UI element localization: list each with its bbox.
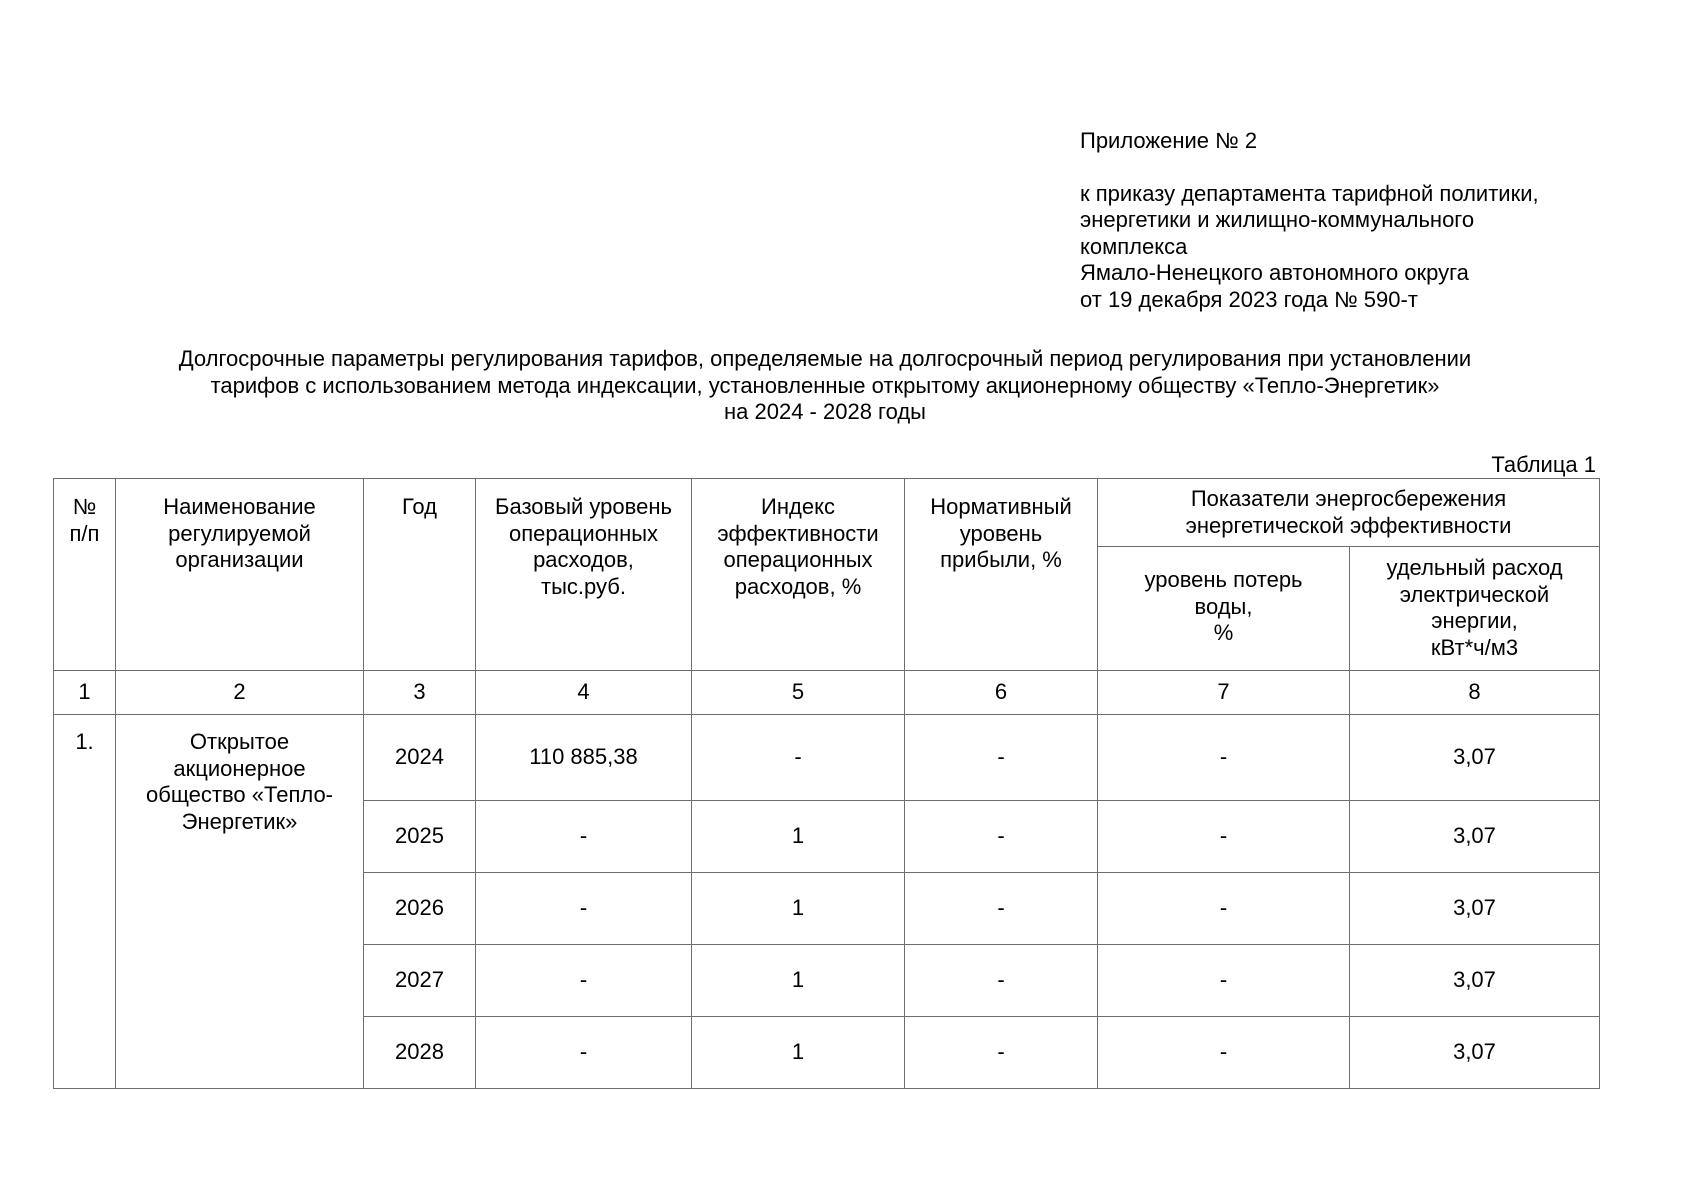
column-number: 7 [1098, 671, 1350, 715]
parameters-table [53, 478, 1600, 1089]
cell-base-opex: - [476, 801, 692, 873]
header-electricity-consumption: удельный расход электрической энергии, кВт*ч/м3 [1350, 547, 1600, 671]
column-number: 3 [364, 671, 476, 715]
cell-year: 2026 [364, 873, 476, 945]
cell-efficiency-index: - [692, 715, 905, 801]
cell-base-opex: - [476, 873, 692, 945]
appendix-line: комплекса [1080, 233, 1188, 259]
cell-efficiency-index: 1 [692, 873, 905, 945]
column-number-row [54, 671, 1600, 715]
document-title-line: Долгосрочные параметры регулирования тарифов, определяемые на долгосрочный период регулирования при установлении [178, 346, 1472, 371]
header-year: Год [364, 479, 476, 671]
table-row [54, 715, 1600, 801]
column-number: 2 [116, 671, 364, 715]
cell-electricity: 3,07 [1350, 715, 1600, 801]
cell-efficiency-index: 1 [692, 1017, 905, 1089]
cell-year: 2028 [364, 1017, 476, 1089]
cell-base-opex: - [476, 945, 692, 1017]
cell-profit-level: - [905, 801, 1098, 873]
column-number: 4 [476, 671, 692, 715]
cell-electricity: 3,07 [1350, 1017, 1600, 1089]
appendix-line: Ямало-Ненецкого автономного округа [1080, 260, 1469, 285]
cell-year: 2024 [364, 715, 476, 801]
header-profit-level: Нормативный уровень прибыли, % [905, 479, 1098, 671]
cell-profit-level: - [905, 715, 1098, 801]
appendix-line: к приказу департамента тарифной политики, [1080, 180, 1539, 206]
header-water-loss: уровень потерь воды, % [1098, 547, 1350, 671]
cell-efficiency-index: 1 [692, 945, 905, 1017]
cell-electricity: 3,07 [1350, 873, 1600, 945]
cell-base-opex: - [476, 1017, 692, 1089]
document-title [60, 346, 1590, 426]
header-efficiency-index: Индекс эффективности операционных расходов, % [692, 479, 905, 671]
entry-organization: Открытое акционерное общество «Тепло- Энергетик» [116, 715, 364, 1089]
appendix-block [1080, 128, 1640, 313]
column-number: 1 [54, 671, 116, 715]
header-organization: Наименование регулируемой организации [116, 479, 364, 671]
cell-profit-level: - [905, 873, 1098, 945]
appendix-line: от 19 декабря 2023 года № 590-т [1080, 286, 1418, 312]
header-energy-saving-group: Показатели энергосбережения энергетической эффективности [1098, 479, 1600, 547]
document-title-line: тарифов с использованием метода индексации, установленные открытому акционерному обществу «Тепло-Энергетик» [210, 372, 1440, 398]
column-number: 8 [1350, 671, 1600, 715]
cell-year: 2027 [364, 945, 476, 1017]
cell-profit-level: - [905, 1017, 1098, 1089]
document-title-line: на 2024 - 2028 годы [724, 399, 926, 424]
cell-water-loss: - [1098, 715, 1350, 801]
appendix-spacer [1080, 155, 1640, 181]
entry-number: 1. [54, 715, 116, 1089]
cell-water-loss: - [1098, 873, 1350, 945]
cell-electricity: 3,07 [1350, 945, 1600, 1017]
cell-water-loss: - [1098, 801, 1350, 873]
cell-base-opex: 110 885,38 [476, 715, 692, 801]
table-caption: Таблица 1 [1491, 452, 1596, 477]
cell-electricity: 3,07 [1350, 801, 1600, 873]
header-base-opex: Базовый уровень операционных расходов, тыс.руб. [476, 479, 692, 671]
appendix-title: Приложение № 2 [1080, 128, 1258, 153]
column-number: 5 [692, 671, 905, 715]
appendix-line: энергетики и жилищно-коммунального [1080, 207, 1475, 232]
cell-profit-level: - [905, 945, 1098, 1017]
cell-efficiency-index: 1 [692, 801, 905, 873]
cell-water-loss: - [1098, 945, 1350, 1017]
cell-water-loss: - [1098, 1017, 1350, 1089]
cell-year: 2025 [364, 801, 476, 873]
header-num: № п/п [54, 479, 116, 671]
column-number: 6 [905, 671, 1098, 715]
